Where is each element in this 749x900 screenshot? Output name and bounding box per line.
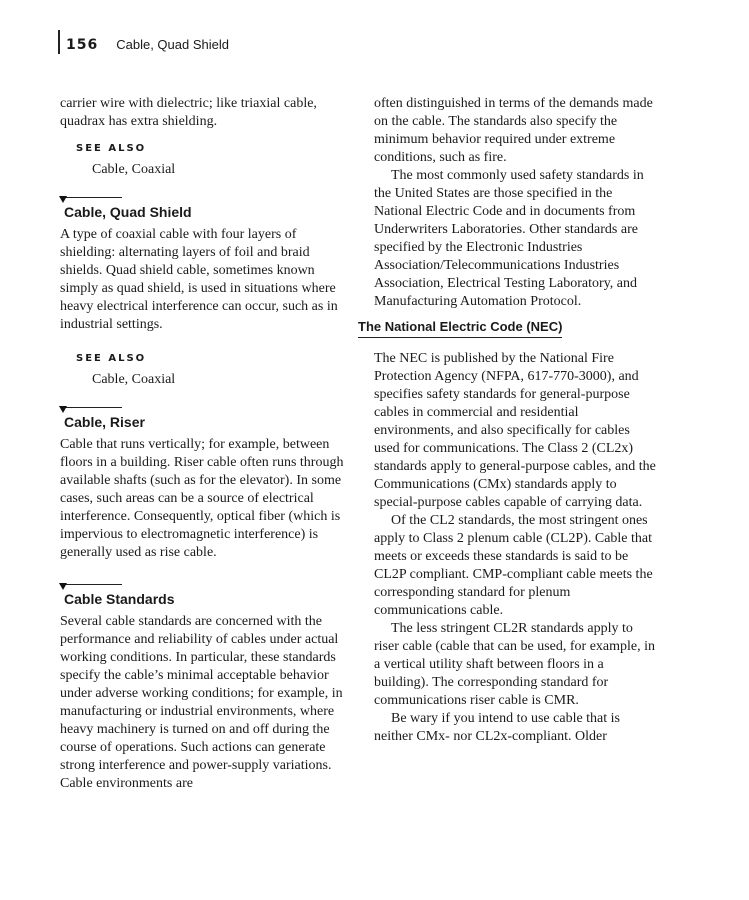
paragraph: often distinguished in terms of the demands made on the cable. The standards also specify the minimum behavior required under extreme conditions, such as fire. [374,96,653,165]
entry-body-cable-standards: Several cable standards are concerned with the performance and reliability of cables under actual working conditions. In particular, these standards specify the cable’s minimal acceptable behavior under adverse working conditions; for example, in manufacturing or industrial environments, where heavy machinery is turned on and off during the course of operations. Such actions can generate strong interference and power-supply variations. Cable environments are [60,614,343,791]
entry-body-quad-shield: A type of coaxial cable with four layers of shielding: alternating layers of foil and braid shields. Quad shield cable, sometimes known simply as quad shield, is used in situations where heavy electrical interference can occur, such as in industrial settings. [60,227,338,332]
entry-body-riser: Cable that runs vertically; for example, between floors in a building. Riser cable often runs through available shafts (such as for the elevator). In some cases, such areas can be a source of electrical interference. Consequently, optical fiber (which is impervious to electromagnetic interference) is generally used as rise cable. [60,437,344,560]
paragraph: The most commonly used safety standards in the United States are those specified in the National Electric Code and in documents from Underwriters Laboratories. Other standards are specified by the Electronic Industries Association/Telecommunications Industries Association, Electrical Testing Laboratory, and Manufacturing Automation Protocol. [374,168,644,309]
running-title: Cable, Quad Shield [116,37,229,52]
page-number: 156 [66,37,99,53]
triangle-marker-icon [59,583,67,590]
page-header [58,30,229,54]
see-also-reference: Cable, Coaxial [92,162,176,177]
left-column [60,95,350,793]
see-also-label: SEE ALSO [76,143,147,154]
paragraph: The NEC is published by the National Fire Protection Agency (NFPA, 617-770-3000), and specifies safety standards for general-purpose cables in commercial and residential environments, and also specifically for cables used for communications. The Class 2 (CL2x) standards apply to general-purpose cables, and the Communications (CMx) standards apply to special-purpose cables capable of carrying data. [374,351,656,510]
section-subheading: The National Electric Code (NEC) [358,319,562,338]
paragraph: Be wary if you intend to use cable that is neither CMx- nor CL2x-compliant. Older [374,711,620,744]
triangle-marker-icon [59,406,67,413]
entry-rule [60,407,122,408]
paragraph: The less stringent CL2R standards apply to riser cable (cable that can be used, for example, in a vertical utility shaft between floors in a building). The corresponding standard for communications riser cable is CMR. [374,621,656,708]
see-also-reference: Cable, Coaxial [92,372,176,387]
entry-rule [60,197,122,198]
entry-heading-cable-standards: Cable Standards [64,591,175,607]
right-column [358,95,658,746]
paragraph: Of the CL2 standards, the most stringent ones apply to Class 2 plenum cable (CL2P). Cable that meets or exceeds these standards is said to be CL2P compliant. CMP-compliant cable meets the corresponding standard for plenum communications cable. [374,513,653,618]
continuation-paragraph: carrier wire with dielectric; like triaxial cable, quadrax has extra shielding. [60,96,317,129]
see-also-label: SEE ALSO [76,353,147,364]
entry-rule [60,584,122,585]
entry-heading-quad-shield: Cable, Quad Shield [64,204,192,220]
entry-heading-riser: Cable, Riser [64,414,145,430]
triangle-marker-icon [59,196,67,203]
